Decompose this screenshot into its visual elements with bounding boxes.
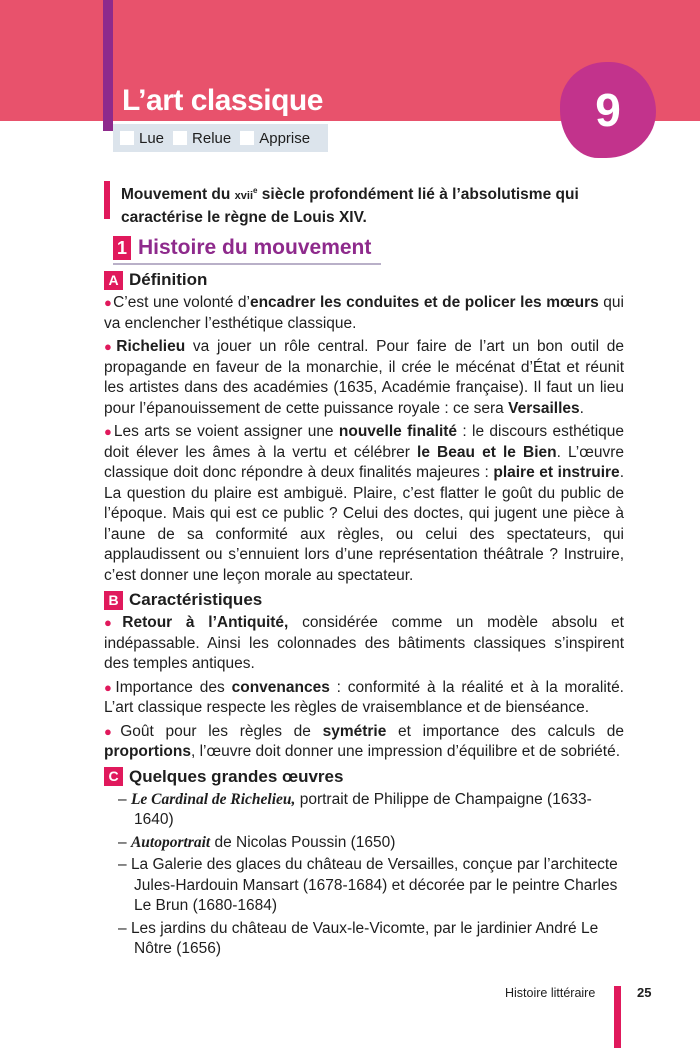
text: Goût pour les règles de (120, 722, 323, 740)
status-relue[interactable] (173, 130, 231, 147)
text: . (579, 399, 584, 417)
subsection-a-letter: A (104, 271, 123, 290)
intro-accent-bar (104, 181, 110, 219)
subsection-c-heading (104, 766, 624, 788)
bullet-dot-icon: ● (104, 615, 122, 630)
subsection-a-title: Définition (129, 270, 208, 289)
intro-century-sup: e (253, 186, 258, 195)
status-lue-label: Lue (139, 129, 165, 147)
status-apprise[interactable] (240, 130, 310, 147)
subsection-a-heading (104, 269, 624, 291)
subsection-b-letter: B (104, 591, 123, 610)
list-item (118, 833, 624, 854)
emphasis: Retour à l’Antiquité, (122, 614, 289, 631)
text: qui va enclencher l’esthétique classique. (104, 294, 624, 332)
chapter-number-badge: 9 (560, 62, 656, 158)
emphasis: plaire et instruire (493, 464, 620, 481)
checkbox-icon[interactable] (120, 131, 134, 145)
bullet-dot-icon: ● (104, 679, 115, 695)
paragraph (104, 422, 624, 586)
bullet-dot-icon: ● (104, 339, 116, 354)
intro-summary (121, 180, 621, 229)
emphasis: Versailles (508, 399, 580, 417)
intro-text-start: Mouvement du (121, 186, 235, 204)
emphasis: le Beau et le Bien (417, 443, 557, 461)
footer-section-label: Histoire littéraire (505, 986, 596, 1000)
dash: – (118, 919, 127, 937)
text: Les jardins du château de Vaux-le-Vicomte, par le jardinier André Le Nôtre (1656) (130, 919, 599, 957)
checkbox-icon[interactable] (240, 131, 254, 145)
dash: – (118, 790, 127, 808)
work-title: Le Cardinal de Richelieu, (130, 790, 296, 808)
subsection-c-letter: C (104, 767, 123, 786)
section-underline (113, 263, 381, 265)
emphasis: symétrie (322, 722, 387, 740)
subsection-b-title: Caractéristiques (129, 590, 263, 609)
bullet-dot-icon: ● (104, 295, 113, 310)
text: et importance des calculs de (386, 722, 624, 740)
text: considérée comme un modèle absolu et indépassable. Ainsi les colonnades des bâtiments classiques s’inspirent des temples antiques. (104, 614, 624, 672)
subsection-b-heading (104, 589, 624, 611)
checkbox-icon[interactable] (173, 131, 187, 145)
subsection-c-title: Quelques grandes œuvres (129, 766, 344, 786)
bullet-dot-icon: ● (104, 723, 120, 739)
footer-accent-bar (614, 986, 621, 1048)
paragraph (104, 722, 624, 763)
chapter-title: L’art classique (122, 84, 323, 117)
text: . L’œuvre classique doit donc répondre à deux finalités majeures : (104, 443, 625, 481)
intro-text-end: siècle profondément lié à l’absolutisme qui caractérise le règne de Louis XIV. (121, 186, 579, 227)
status-apprise-label: Apprise (259, 129, 311, 147)
intro-century: xvii (234, 190, 254, 203)
reading-status (113, 124, 328, 152)
text: , l’œuvre doit donner une impression d’équilibre et de sobriété. (190, 743, 621, 760)
paragraph (104, 678, 624, 719)
dash: – (118, 856, 127, 873)
text: Les arts se voient assigner une (113, 423, 339, 440)
paragraph (104, 293, 624, 334)
section-title: Histoire du mouvement (138, 236, 372, 259)
main-content (104, 269, 624, 962)
emphasis: convenances (231, 678, 330, 696)
bullet-dot-icon: ● (104, 424, 113, 439)
text: La Galerie des glaces du château de Versailles, conçue par l’architecte Jules-Hardouin Mansart (1678-1684) et décorée par le peintre Charles Le Brun (1680-1684) (130, 856, 618, 914)
list-item (118, 919, 624, 960)
page-number: 25 (637, 985, 652, 1000)
work-title: Autoportrait (130, 833, 211, 851)
text: Importance des (115, 678, 232, 696)
paragraph (104, 337, 624, 419)
text: va jouer un rôle central. Pour faire de l’art un bon outil de propagande en faveur de la monarchie, il crée le mécénat d’État et réunit les artistes dans des académies (1635, Académie française). Il faut un lieu pour l’épanouissement de cette puissance royale : ce sera (104, 338, 625, 417)
list-item (118, 790, 624, 831)
paragraph (104, 613, 624, 675)
emphasis: proportions (104, 743, 191, 760)
text: . La question du plaire est ambiguë. Plaire, c’est flatter le goût du public de l’époque. Mais qui est ce public ? Celui des doctes, qui jugent une pièce à l’aune de sa conformité aux règles, ou celui des spectateurs, qui applaudissent ou s’ennuient lors d’une représentation théâtrale ? Instruire, c’est donner une leçon morale au spectateur. (104, 464, 624, 584)
works-list (104, 790, 624, 960)
text: de Nicolas Poussin (1650) (210, 833, 396, 851)
section-heading (113, 236, 371, 260)
list-item (118, 855, 624, 917)
text: portrait de Philippe de Champaigne (1633-1640) (134, 790, 592, 828)
text: : le discours esthétique doit élever les âmes à la vertu et célébrer (104, 423, 625, 461)
emphasis: Richelieu (116, 338, 186, 355)
emphasis: nouvelle finalité (338, 423, 458, 440)
emphasis: encadrer les conduites et de policer les mœurs (249, 294, 599, 311)
header-accent-bar (103, 0, 113, 131)
status-relue-label: Relue (192, 129, 232, 147)
text: C’est une volonté d’ (113, 294, 250, 311)
dash: – (118, 833, 127, 851)
text: : conformité à la réalité et à la moralité. L’art classique respecte les règles de vraisemblance et de bienséance. (104, 678, 624, 716)
status-lue[interactable] (120, 130, 164, 147)
section-number: 1 (113, 236, 131, 260)
